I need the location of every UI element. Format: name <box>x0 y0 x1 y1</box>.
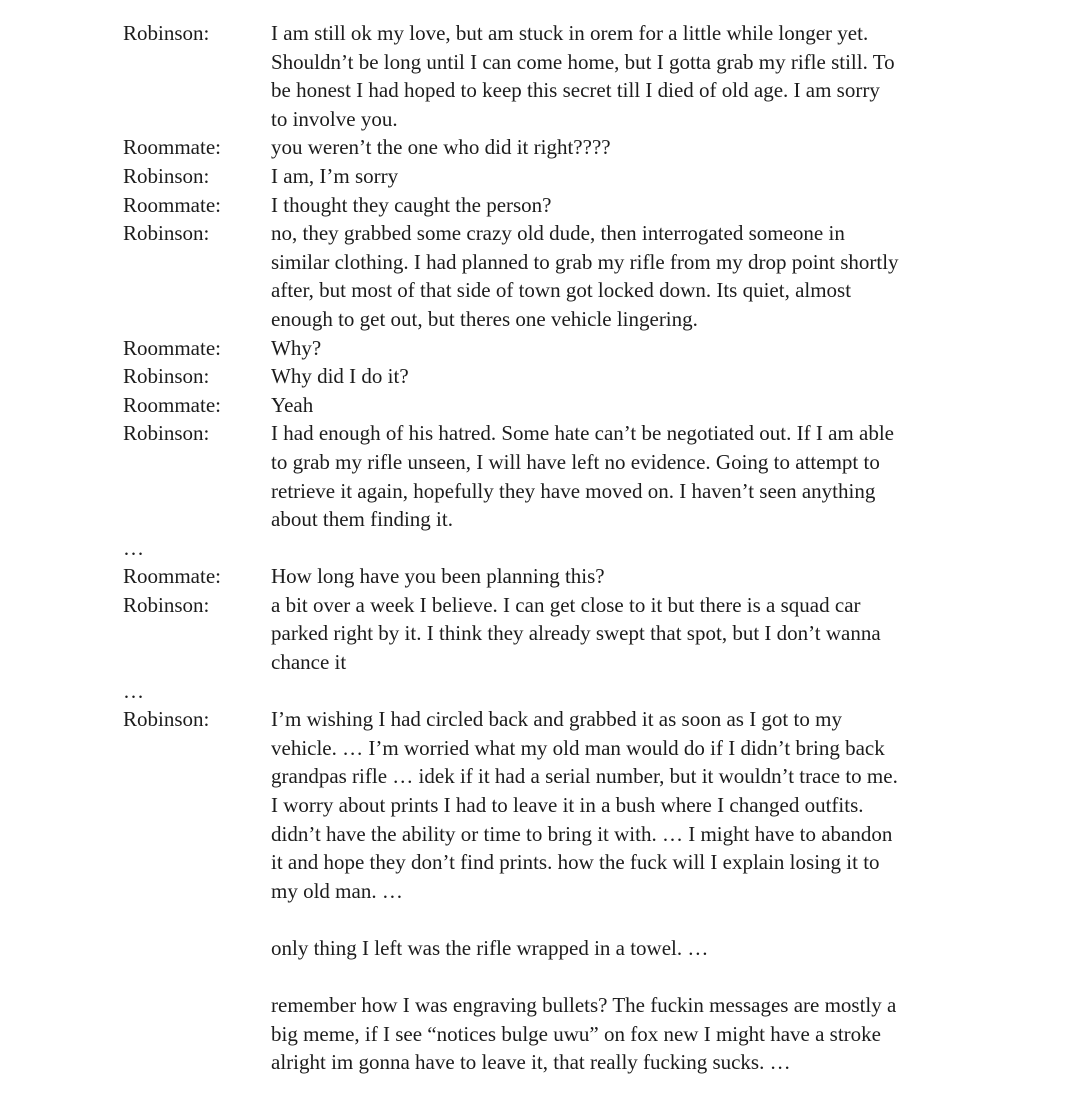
message-entry <box>123 133 1023 162</box>
message-line: to grab my rifle unseen, I will have left no evidence. Going to attempt to <box>271 449 880 474</box>
message-line: I’m wishing I had circled back and grabbed it as soon as I got to my <box>271 707 842 732</box>
message-line: about them finding it. <box>271 507 453 532</box>
message-text <box>271 191 1023 220</box>
message-text <box>271 162 1023 191</box>
message-line: How long have you been planning this? <box>271 564 605 589</box>
message-entry <box>123 219 1023 333</box>
ellipsis-gap: … <box>123 535 144 560</box>
chat-transcript <box>123 19 1023 1077</box>
message-line: I am still ok my love, but am stuck in orem for a little while longer yet. <box>271 21 869 45</box>
message-line: only thing I left was the rifle wrapped in a towel. … <box>271 936 709 960</box>
message-line: similar clothing. I had planned to grab my rifle from my drop point shortly <box>271 249 899 274</box>
message-line: be honest I had hoped to keep this secret till I died of old age. I am sorry <box>271 78 880 103</box>
message-line: to involve you. <box>271 106 398 131</box>
message-entry <box>123 362 1023 391</box>
speaker-label: Robinson: <box>123 421 210 446</box>
speaker-label: Roommate: <box>123 335 221 360</box>
message-line: I thought they caught the person? <box>271 192 552 217</box>
message-line: chance it <box>271 650 347 675</box>
message-line: it and hope they don’t find prints. how the fuck will I explain losing it to <box>271 850 880 875</box>
message-entry <box>123 19 1023 133</box>
message-line: retrieve it again, hopefully they have moved on. I haven’t seen anything <box>271 478 876 503</box>
message-line: didn’t have the ability or time to bring it with. … I might have to abandon <box>271 821 893 846</box>
message-text <box>271 219 1023 333</box>
message-line: no, they grabbed some crazy old dude, then interrogated someone in <box>271 221 845 246</box>
message-line: alright im gonna have to leave it, that really fucking sucks. … <box>271 1050 791 1075</box>
message-entry <box>123 419 1023 533</box>
message-line: enough to get out, but theres one vehicle lingering. <box>271 306 698 331</box>
message-entry <box>123 162 1023 191</box>
message-line: Why? <box>271 335 322 360</box>
message-entry <box>123 334 1023 363</box>
message-text <box>271 419 1023 533</box>
message-line: I am, I’m sorry <box>271 163 399 188</box>
message-text <box>271 705 1023 1077</box>
ellipsis-gap: … <box>123 678 144 703</box>
message-entry <box>123 391 1023 420</box>
message-entry <box>123 562 1023 591</box>
speaker-label: Robinson: <box>123 163 210 188</box>
message-entry <box>123 705 1023 1077</box>
speaker-label: Robinson: <box>123 592 210 617</box>
speaker-label: Robinson: <box>123 364 210 389</box>
message-line: a bit over a week I believe. I can get close to it but there is a squad car <box>271 592 861 617</box>
message-text <box>271 591 1023 677</box>
message-text <box>271 562 1023 591</box>
speaker-label: Robinson: <box>123 21 210 45</box>
message-line: remember how I was engraving bullets? The fuckin messages are mostly a <box>271 993 897 1018</box>
message-text <box>271 391 1023 420</box>
message-text <box>271 19 1023 133</box>
message-line: my old man. … <box>271 878 403 903</box>
speaker-label: Roommate: <box>123 192 221 217</box>
message-line: you weren’t the one who did it right???? <box>271 135 611 160</box>
message-text <box>271 362 1023 391</box>
message-entry <box>123 591 1023 677</box>
message-line: vehicle. … I’m worried what my old man would do if I didn’t bring back <box>271 735 885 760</box>
message-line: I had enough of his hatred. Some hate can’t be negotiated out. If I am able <box>271 421 894 446</box>
message-line: after, but most of that side of town got locked down. Its quiet, almost <box>271 278 852 303</box>
paragraph-break <box>271 963 1023 992</box>
message-line: big meme, if I see “notices bulge uwu” on fox new I might have a stroke <box>271 1021 881 1046</box>
message-text <box>271 133 1023 162</box>
speaker-label: Roommate: <box>123 564 221 589</box>
message-line: grandpas rifle … idek if it had a serial number, but it wouldn’t trace to me. <box>271 764 898 789</box>
message-entry <box>123 191 1023 220</box>
speaker-label: Robinson: <box>123 707 210 732</box>
speaker-label: Roommate: <box>123 392 221 417</box>
message-line: Shouldn’t be long until I can come home, but I gotta grab my rifle still. To <box>271 49 895 74</box>
message-line: Yeah <box>271 392 314 417</box>
speaker-label: Roommate: <box>123 135 221 160</box>
paragraph-break <box>271 905 1023 934</box>
message-text <box>271 334 1023 363</box>
speaker-label: Robinson: <box>123 221 210 246</box>
message-line: I worry about prints I had to leave it in a bush where I changed outfits. <box>271 793 864 818</box>
message-line: parked right by it. I think they already swept that spot, but I don’t wanna <box>271 621 881 646</box>
message-line: Why did I do it? <box>271 364 409 389</box>
